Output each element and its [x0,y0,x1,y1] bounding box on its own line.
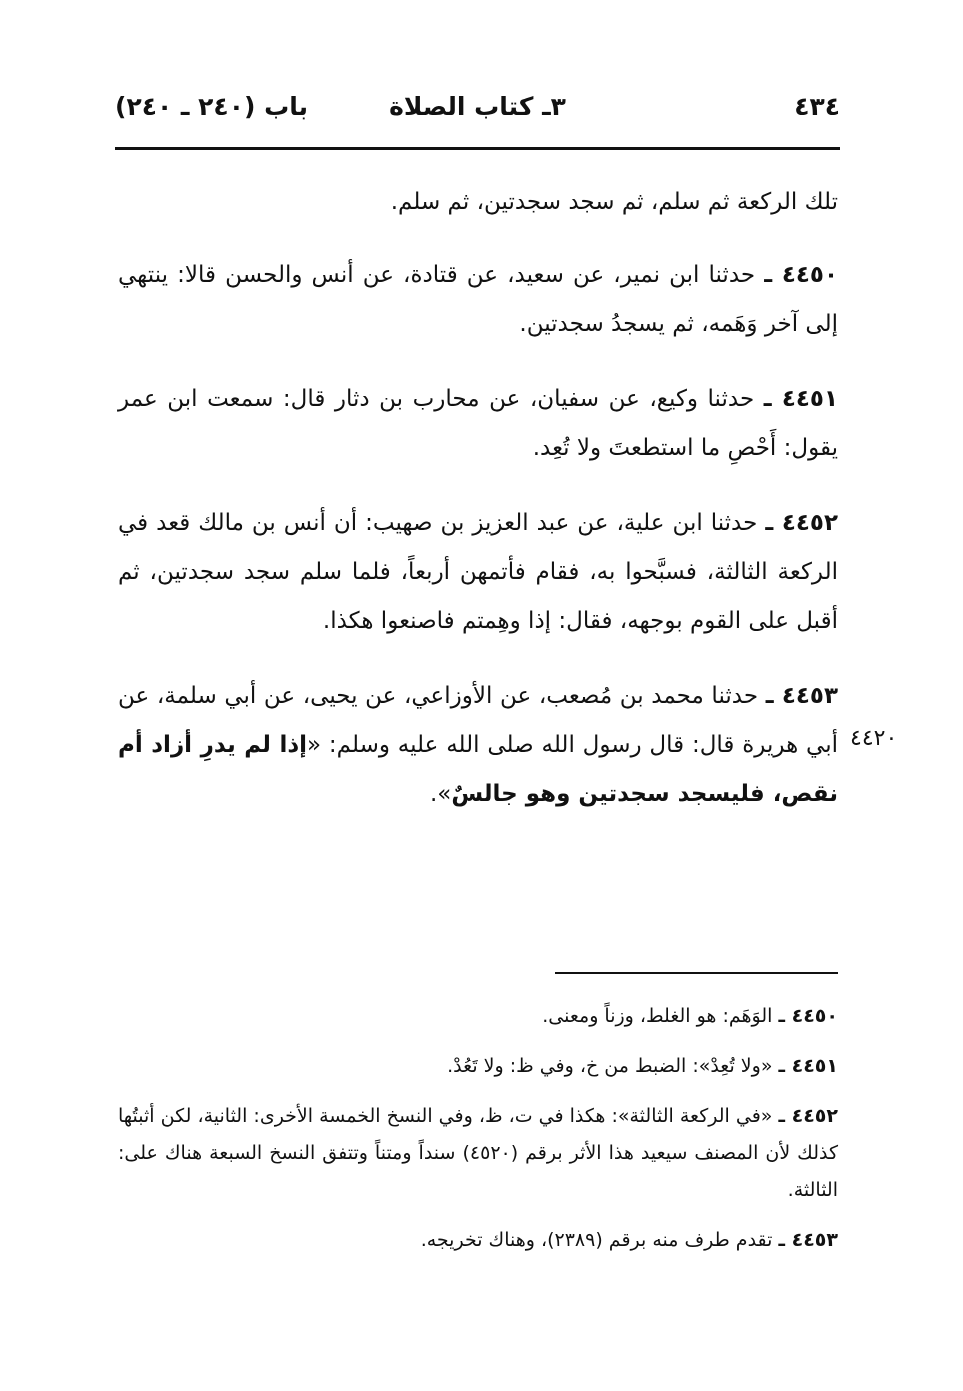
hadith-number: ٤٤٥٣ ـ [765,683,838,709]
footnote [118,1048,838,1085]
chapter-heading: باب (٢٤٠ ـ ٢٤٠) [115,92,308,121]
paragraph-text: تلك الركعة ثم سلم، ثم سجد سجدتين، ثم سلم. [390,189,838,215]
main-text [118,178,838,845]
footnotes [118,998,838,1272]
paragraph-text: حدثنا وكيع، عن سفيان، عن محارب بن دثار قال: سمعت ابن عمر يقول: أَحْصِ ما استطعتَ ولا تُعِد. [118,386,838,461]
footnote [118,1222,838,1259]
footnote-number: ٤٤٥٢ ـ [778,1105,838,1127]
hadith-number: ٤٤٥٠ ـ [764,262,838,288]
footnote-number: ٤٤٥١ ـ [778,1055,838,1077]
paragraph [118,375,838,473]
paragraph [118,251,838,349]
running-header [115,92,840,140]
hadith-number: ٤٤٥٢ ـ [765,510,839,536]
paragraph-text: حدثنا محمد بن مُصعب، عن الأوزاعي، عن يحيى، عن أبي سلمة، عن أبي هريرة قال: قال رسول الله صلى الله عليه وسلم: « [118,683,838,758]
page-number: ٤٣٤ [794,92,840,121]
margin-number: ٤٤٢٠ [850,726,898,751]
header-rule [115,147,840,150]
paragraph [118,499,838,646]
footnote-rule [555,972,838,974]
footnote [118,998,838,1035]
footnote-text: «في الركعة الثالثة»: هكذا في ت، ظ، وفي النسخ الخمسة الأخرى: الثانية، لكن أثبتُها كذلك لأن المصنف سيعيد هذا الأثر برقم (٤٥٢٠) سنداً ومتناً وتتفق النسخ السبعة هناك على: الثالثة. [118,1105,838,1201]
footnote-text: تقدم طرف منه برقم (٢٣٨٩)، وهناك تخريجه. [420,1229,773,1251]
footnote-text: «ولا تُعِدْ»: الضبط من خ، وفي ظ: ولا تَعُدْ. [447,1055,773,1077]
footnote-text: الوَهَم: هو الغلط، وزناً ومعنى. [542,1005,773,1027]
book-title: ٣ـ كتاب الصلاة [389,92,566,121]
paragraph-text: حدثنا ابن نمير، عن سعيد، عن قتادة، عن أنس والحسن قالا: ينتهي إلى آخر وَهَمه، ثم يسجدُ سجدتين. [118,262,838,337]
footnote [118,1098,838,1209]
prophetic-quote: إذا لم يدرِ أزاد أم نقص، فليسجد سجدتين وهو جالسٌ [118,732,838,807]
paragraph [118,672,838,819]
footnote-number: ٤٤٥٣ ـ [778,1229,838,1251]
paragraph-text: حدثنا ابن علية، عن عبد العزيز بن صهيب: أن أنس بن مالك قعد في الركعة الثالثة، فسبَّحوا به، فقام فأتمهن أربعاً، فلما سلم سجد سجدتين، ثم أقبل على القوم بوجهه، فقال: إذا وهِمتم فاصنعوا هكذا. [118,510,838,634]
hadith-number: ٤٤٥١ ـ [763,386,839,412]
quote-close: ». [429,781,452,807]
paragraph [118,178,838,227]
footnote-number: ٤٤٥٠ ـ [778,1005,838,1027]
